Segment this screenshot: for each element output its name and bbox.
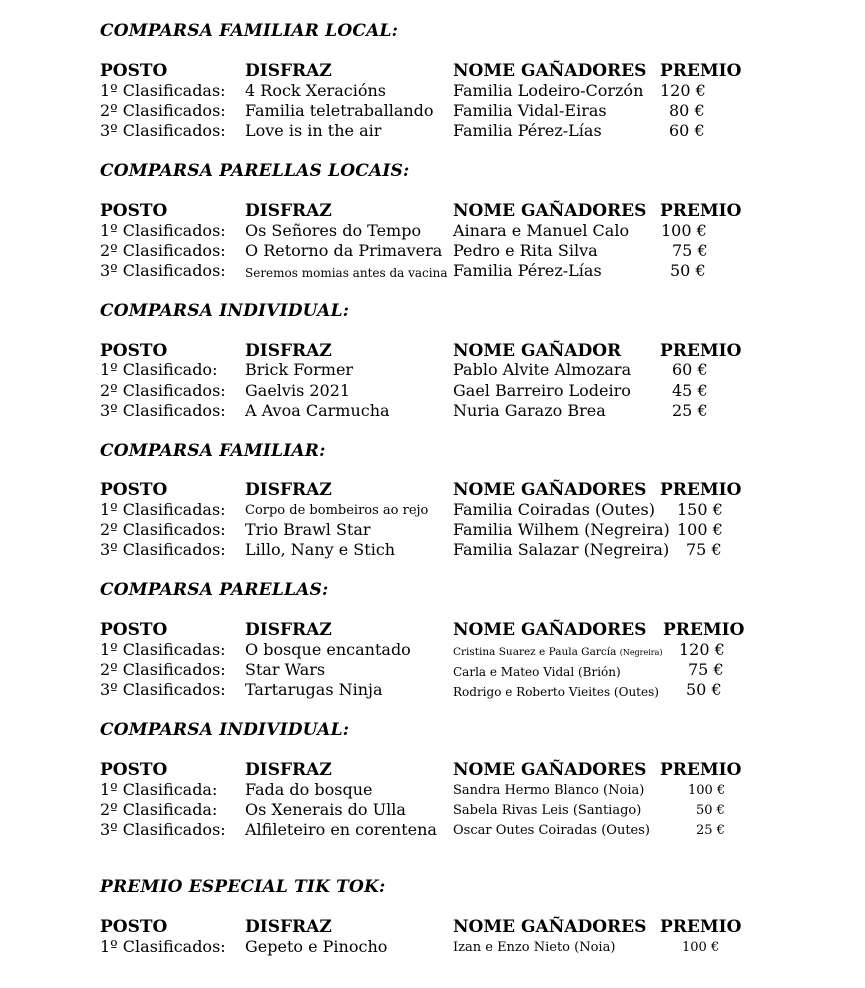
table-row xyxy=(0,221,865,241)
table-row xyxy=(0,800,865,820)
table-row xyxy=(0,121,865,141)
table-row xyxy=(0,680,865,700)
nome-cell: Ainara e Manuel Calo xyxy=(453,221,630,240)
disfraz-cell: Gaelvis 2021 xyxy=(245,381,351,400)
disfraz-cell: Alfileteiro en corentena xyxy=(245,820,437,839)
posto-cell: 3º Clasificados: xyxy=(100,261,226,280)
disfraz-cell: Love is in the air xyxy=(245,121,382,140)
nome-cell: Izan e Enzo Nieto (Noia) xyxy=(453,940,616,955)
header-disfraz: DISFRAZ xyxy=(245,620,332,640)
nome-cell: Familia Pérez-Lías xyxy=(453,121,602,140)
premio-cell: 75 € xyxy=(672,241,708,260)
header-nome: NOME GAÑADORES xyxy=(453,480,647,500)
premio-cell: 60 € xyxy=(672,360,708,379)
header-nome: NOME GAÑADORES xyxy=(453,620,647,640)
disfraz-cell: O Retorno da Primavera xyxy=(245,241,443,260)
header-premio: PREMIO xyxy=(660,61,742,81)
nome-cell: Gael Barreiro Lodeiro xyxy=(453,381,631,400)
premio-cell: 100 € xyxy=(677,520,723,539)
nome-cell: Nuria Garazo Brea xyxy=(453,401,606,420)
posto-cell: 2º Clasificados: xyxy=(100,101,226,120)
disfraz-cell: Lillo, Nany e Stich xyxy=(245,540,396,559)
posto-cell: 1º Clasificadas: xyxy=(100,640,226,659)
section-title: COMPARSA INDIVIDUAL: xyxy=(100,720,350,740)
header-premio: PREMIO xyxy=(660,341,742,361)
table-row xyxy=(0,660,865,680)
posto-cell: 1º Clasificadas: xyxy=(100,81,226,100)
nome-cell: Carla e Mateo Vidal (Brión) xyxy=(453,665,621,679)
premio-cell: 120 € xyxy=(679,640,725,659)
nome-cell: Familia Coiradas (Outes) xyxy=(453,500,655,519)
table-row xyxy=(0,540,865,560)
header-premio: PREMIO xyxy=(660,480,742,500)
header-posto: POSTO xyxy=(100,620,168,640)
premio-cell: 50 € xyxy=(670,261,706,280)
section-title: PREMIO ESPECIAL TIK TOK: xyxy=(100,877,386,897)
header-posto: POSTO xyxy=(100,341,168,361)
premio-cell: 75 € xyxy=(686,540,722,559)
disfraz-cell: Seremos momias antes da vacina xyxy=(245,266,448,280)
posto-cell: 1º Clasificados: xyxy=(100,221,226,240)
header-posto: POSTO xyxy=(100,917,168,937)
table-row xyxy=(0,360,865,380)
premio-cell: 50 € xyxy=(696,803,725,818)
disfraz-cell: Star Wars xyxy=(245,660,326,679)
table-row xyxy=(0,241,865,261)
premio-cell: 80 € xyxy=(669,101,705,120)
header-posto: POSTO xyxy=(100,61,168,81)
disfraz-cell: Familia teletraballando xyxy=(245,101,434,120)
table-row xyxy=(0,81,865,101)
nome-cell: Rodrigo e Roberto Vieites (Outes) xyxy=(453,685,659,699)
premio-cell: 120 € xyxy=(660,81,706,100)
nome-cell: Familia Lodeiro-Corzón xyxy=(453,81,644,100)
table-row xyxy=(0,780,865,800)
header-disfraz: DISFRAZ xyxy=(245,760,332,780)
disfraz-cell: Trio Brawl Star xyxy=(245,520,371,539)
posto-cell: 3º Clasificados: xyxy=(100,540,226,559)
premio-cell: 100 € xyxy=(688,783,726,798)
disfraz-cell: Os Xenerais do Ulla xyxy=(245,800,406,819)
table-row xyxy=(0,500,865,520)
table-header xyxy=(0,480,865,500)
posto-cell: 1º Clasificados: xyxy=(100,937,226,956)
nome-cell: Sandra Hermo Blanco (Noia) xyxy=(453,783,645,798)
nome-cell: Familia Pérez-Lías xyxy=(453,261,602,280)
header-disfraz: DISFRAZ xyxy=(245,917,332,937)
posto-cell: 3º Clasificados: xyxy=(100,820,226,839)
premio-cell: 50 € xyxy=(686,680,722,699)
disfraz-cell: Gepeto e Pinocho xyxy=(245,937,388,956)
nome-cell: Oscar Outes Coiradas (Outes) xyxy=(453,823,650,838)
header-premio: PREMIO xyxy=(660,917,742,937)
header-disfraz: DISFRAZ xyxy=(245,341,332,361)
disfraz-cell: Tartarugas Ninja xyxy=(245,680,383,699)
nome-cell: Familia Salazar (Negreira) xyxy=(453,540,670,559)
disfraz-cell: Fada do bosque xyxy=(245,780,373,799)
table-header xyxy=(0,61,865,81)
nome-cell: Pablo Alvite Almozara xyxy=(453,360,632,379)
header-posto: POSTO xyxy=(100,201,168,221)
disfraz-cell: Os Señores do Tempo xyxy=(245,221,422,240)
table-row xyxy=(0,381,865,401)
posto-cell: 1º Clasificado: xyxy=(100,360,218,379)
header-posto: POSTO xyxy=(100,480,168,500)
table-row xyxy=(0,520,865,540)
table-header xyxy=(0,620,865,640)
header-disfraz: DISFRAZ xyxy=(245,61,332,81)
disfraz-cell: Corpo de bombeiros ao rejo xyxy=(245,503,429,518)
disfraz-cell: O bosque encantado xyxy=(245,640,411,659)
table-header xyxy=(0,201,865,221)
posto-cell: 3º Clasificados: xyxy=(100,121,226,140)
header-nome: NOME GAÑADOR xyxy=(453,341,622,361)
section-title: COMPARSA PARELLAS LOCAIS: xyxy=(100,161,410,181)
posto-cell: 3º Clasificados: xyxy=(100,680,226,699)
table-row xyxy=(0,101,865,121)
table-header xyxy=(0,760,865,780)
table-row xyxy=(0,261,865,281)
posto-cell: 2º Clasificados: xyxy=(100,381,226,400)
nome-note: (Negreira) xyxy=(619,648,663,657)
header-posto: POSTO xyxy=(100,760,168,780)
header-premio: PREMIO xyxy=(663,620,745,640)
header-premio: PREMIO xyxy=(660,201,742,221)
table-row xyxy=(0,640,865,660)
table-header xyxy=(0,917,865,937)
section-title: COMPARSA FAMILIAR LOCAL: xyxy=(100,21,399,41)
section-title: COMPARSA PARELLAS: xyxy=(100,580,329,600)
posto-cell: 2º Clasificados: xyxy=(100,660,226,679)
nome-cell: Familia Vidal-Eiras xyxy=(453,101,607,120)
header-disfraz: DISFRAZ xyxy=(245,201,332,221)
table-header xyxy=(0,341,865,361)
premio-cell: 25 € xyxy=(696,823,725,838)
posto-cell: 1º Clasificadas: xyxy=(100,500,226,519)
posto-cell: 1º Clasificada: xyxy=(100,780,218,799)
premio-cell: 100 € xyxy=(682,940,720,955)
nome-cell: Sabela Rivas Leis (Santiago) xyxy=(453,803,642,818)
nome-cell: Pedro e Rita Silva xyxy=(453,241,598,260)
table-row xyxy=(0,937,865,957)
header-nome: NOME GAÑADORES xyxy=(453,917,647,937)
disfraz-cell: 4 Rock Xeracións xyxy=(245,81,386,100)
table-row xyxy=(0,820,865,840)
header-premio: PREMIO xyxy=(660,760,742,780)
premio-cell: 75 € xyxy=(688,660,724,679)
header-disfraz: DISFRAZ xyxy=(245,480,332,500)
section-title: COMPARSA FAMILIAR: xyxy=(100,441,326,461)
posto-cell: 2º Clasificados: xyxy=(100,241,226,260)
premio-cell: 45 € xyxy=(672,381,708,400)
premio-cell: 150 € xyxy=(677,500,723,519)
header-nome: NOME GAÑADORES xyxy=(453,760,647,780)
header-nome: NOME GAÑADORES xyxy=(453,61,647,81)
premio-cell: 100 € xyxy=(661,221,707,240)
posto-cell: 3º Clasificados: xyxy=(100,401,226,420)
nome-cell: Familia Wilhem (Negreira) xyxy=(453,520,670,539)
posto-cell: 2º Clasificada: xyxy=(100,800,218,819)
posto-cell: 2º Clasificados: xyxy=(100,520,226,539)
premio-cell: 25 € xyxy=(672,401,708,420)
table-row xyxy=(0,401,865,421)
header-nome: NOME GAÑADORES xyxy=(453,201,647,221)
disfraz-cell: A Avoa Carmucha xyxy=(245,401,390,420)
nome-text: Cristina Suarez e Paula García xyxy=(453,646,617,658)
premio-cell: 60 € xyxy=(669,121,705,140)
section-title: COMPARSA INDIVIDUAL: xyxy=(100,301,350,321)
disfraz-cell: Brick Former xyxy=(245,360,354,379)
